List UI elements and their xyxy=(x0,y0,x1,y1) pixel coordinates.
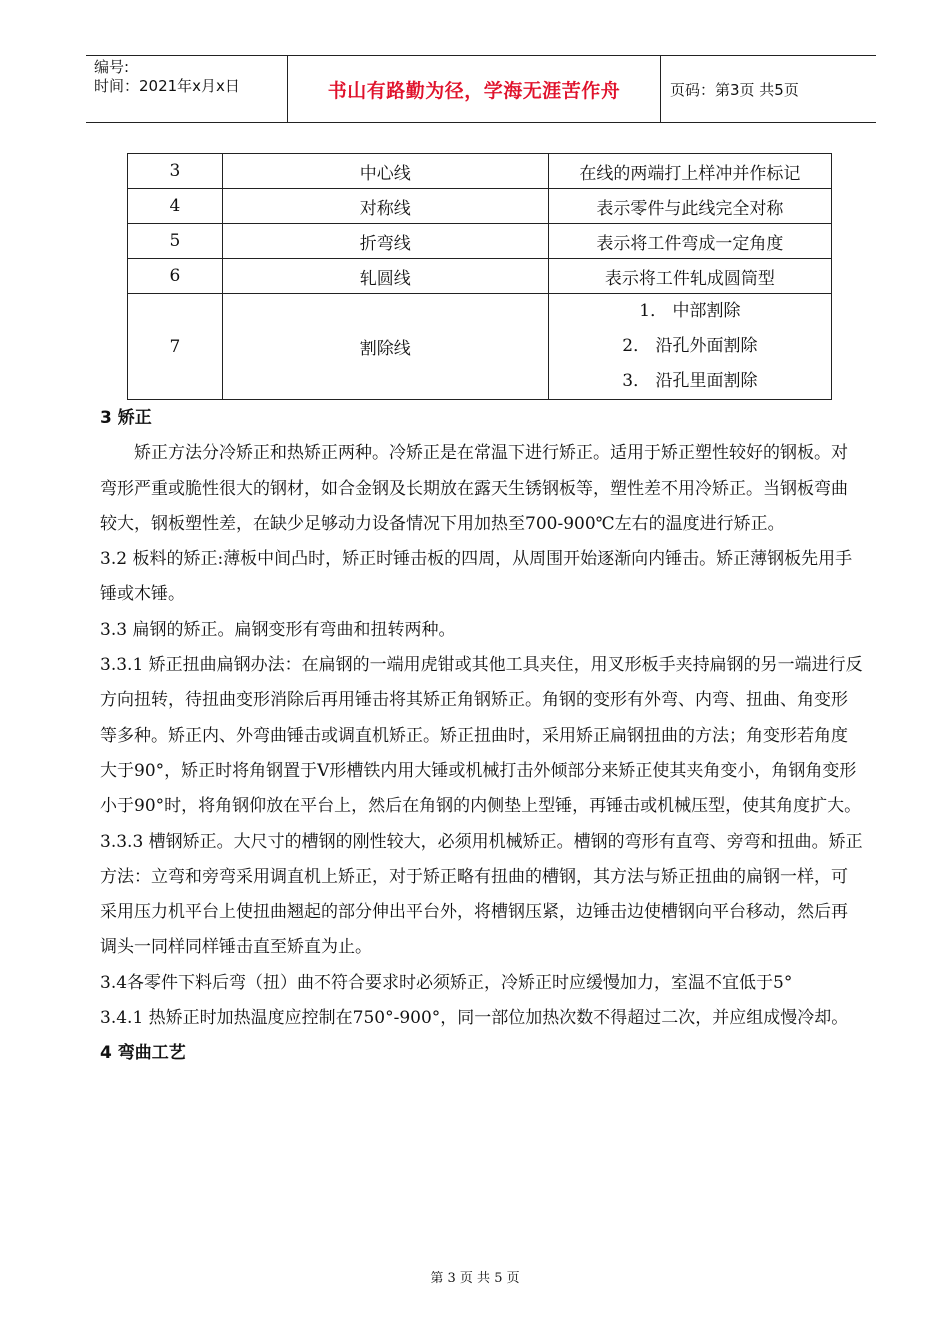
table-row xyxy=(128,294,832,400)
table-cell-no: 7 xyxy=(128,294,223,400)
paragraph: 3.4.1 热矫正时加热温度应控制在750°-900°，同一部位加热次数不得超过二次，并应组成慢冷却。 xyxy=(100,1008,849,1029)
paragraph: 矫正方法分冷矫正和热矫正两种。冷矫正是在常温下进行矫正。适用于矫正塑性较好的钢板。对弯形严重或脆性很大的钢材，如合金钢及长期放在露天生锈钢板等，塑性差不用冷矫正。当钢板弯曲较大，钢板塑性差，在缺少足够动力设备情况下用加热至700-900℃左右的温度进行矫正。 xyxy=(100,443,848,534)
table-cell-desc: 表示将工件轧成圆筒型 xyxy=(548,259,831,294)
header-page-label: 页码：第3页 共5页 xyxy=(670,81,799,99)
table-cell-no: 4 xyxy=(128,189,223,224)
paragraph: 3.3 扁钢的矫正。扁钢变形有弯曲和扭转两种。 xyxy=(100,619,456,640)
table-cell-name: 轧圆线 xyxy=(222,259,548,294)
header-divider-right xyxy=(660,55,661,123)
paragraph: 3.4各零件下料后弯（扭）曲不符合要求时必须矫正，冷矫正时应缓慢加力，室温不宜低于5° xyxy=(100,972,793,993)
list-item: 1． 中部割除 xyxy=(639,301,741,321)
header-top-rule xyxy=(86,55,876,56)
header-motto: 书山有路勤为径，学海无涯苦作舟 xyxy=(327,80,621,102)
table-cell-name: 割除线 xyxy=(222,294,548,400)
page-footer: 第 3 页 共 5 页 xyxy=(430,1271,520,1286)
paragraph: 3.3.1 矫正扭曲扁钢办法：在扁钢的一端用虎钳或其他工具夹住，用叉形板手夹持扁钢的另一端进行反方向扭转，待扭曲变形消除后再用锤击将其矫正角钢矫正。角钢的变形有外弯、内弯、扭曲、角变形等多种。矫正内、外弯曲锤击或调直机矫正。矫正扭曲时，采用矫正扁钢扭曲的方法；角变形若角度大于90°，矫正时将角钢置于V形槽铁内用大锤或机械打击外倾部分来矫正使其夹角变小，角钢角变形小于90°时，将角钢仰放在平台上，然后在角钢的内侧垫上型锤，再锤击或机械压型，使其角度扩大。 xyxy=(100,655,863,817)
header-meta xyxy=(94,58,240,96)
table-cell-desc-list xyxy=(548,294,831,400)
table-cell-name: 中心线 xyxy=(222,154,548,189)
line-types-table xyxy=(127,153,832,400)
paragraph: 3.2 板料的矫正:薄板中间凸时，矫正时锤击板的四周，从周围开始逐渐向内锤击。矫正薄钢板先用手锤或木锤。 xyxy=(100,549,853,605)
table-cell-name: 折弯线 xyxy=(222,224,548,259)
section-heading: 4 弯曲工艺 xyxy=(100,1043,186,1064)
table-row xyxy=(128,189,832,224)
table-cell-no: 3 xyxy=(128,154,223,189)
table-cell-no: 5 xyxy=(128,224,223,259)
document-body xyxy=(100,401,864,1072)
section-heading: 3 矫正 xyxy=(100,408,152,428)
table-cell-desc: 在线的两端打上样冲并作标记 xyxy=(548,154,831,189)
table-row xyxy=(128,154,832,189)
table-cell-desc: 表示零件与此线完全对称 xyxy=(548,189,831,224)
header-number-label: 编号: xyxy=(94,58,130,76)
table-cell-desc: 表示将工件弯成一定角度 xyxy=(548,224,831,259)
list-item: 2． 沿孔外面割除 xyxy=(622,336,758,356)
table-row xyxy=(128,224,832,259)
paragraph: 3.3.3 槽钢矫正。大尺寸的槽钢的刚性较大，必须用机械矫正。槽钢的弯形有直弯、旁弯和扭曲。矫正方法：立弯和旁弯采用调直机上矫正，对于矫正略有扭曲的槽钢，其方法与矫正扭曲的扁钢一样，可采用压力机平台上使扭曲翘起的部分伸出平台外，将槽钢压紧，边锤击边使槽钢向平台移动，然后再调头一同样同样锤击直至矫直为止。 xyxy=(100,831,863,958)
table-cell-name: 对称线 xyxy=(222,189,548,224)
list-item: 3． 沿孔里面割除 xyxy=(622,371,758,391)
table-row xyxy=(128,259,832,294)
header-bottom-rule xyxy=(86,122,876,123)
header-time-label: 时间：2021年x月x日 xyxy=(94,77,240,95)
table-cell-no: 6 xyxy=(128,259,223,294)
